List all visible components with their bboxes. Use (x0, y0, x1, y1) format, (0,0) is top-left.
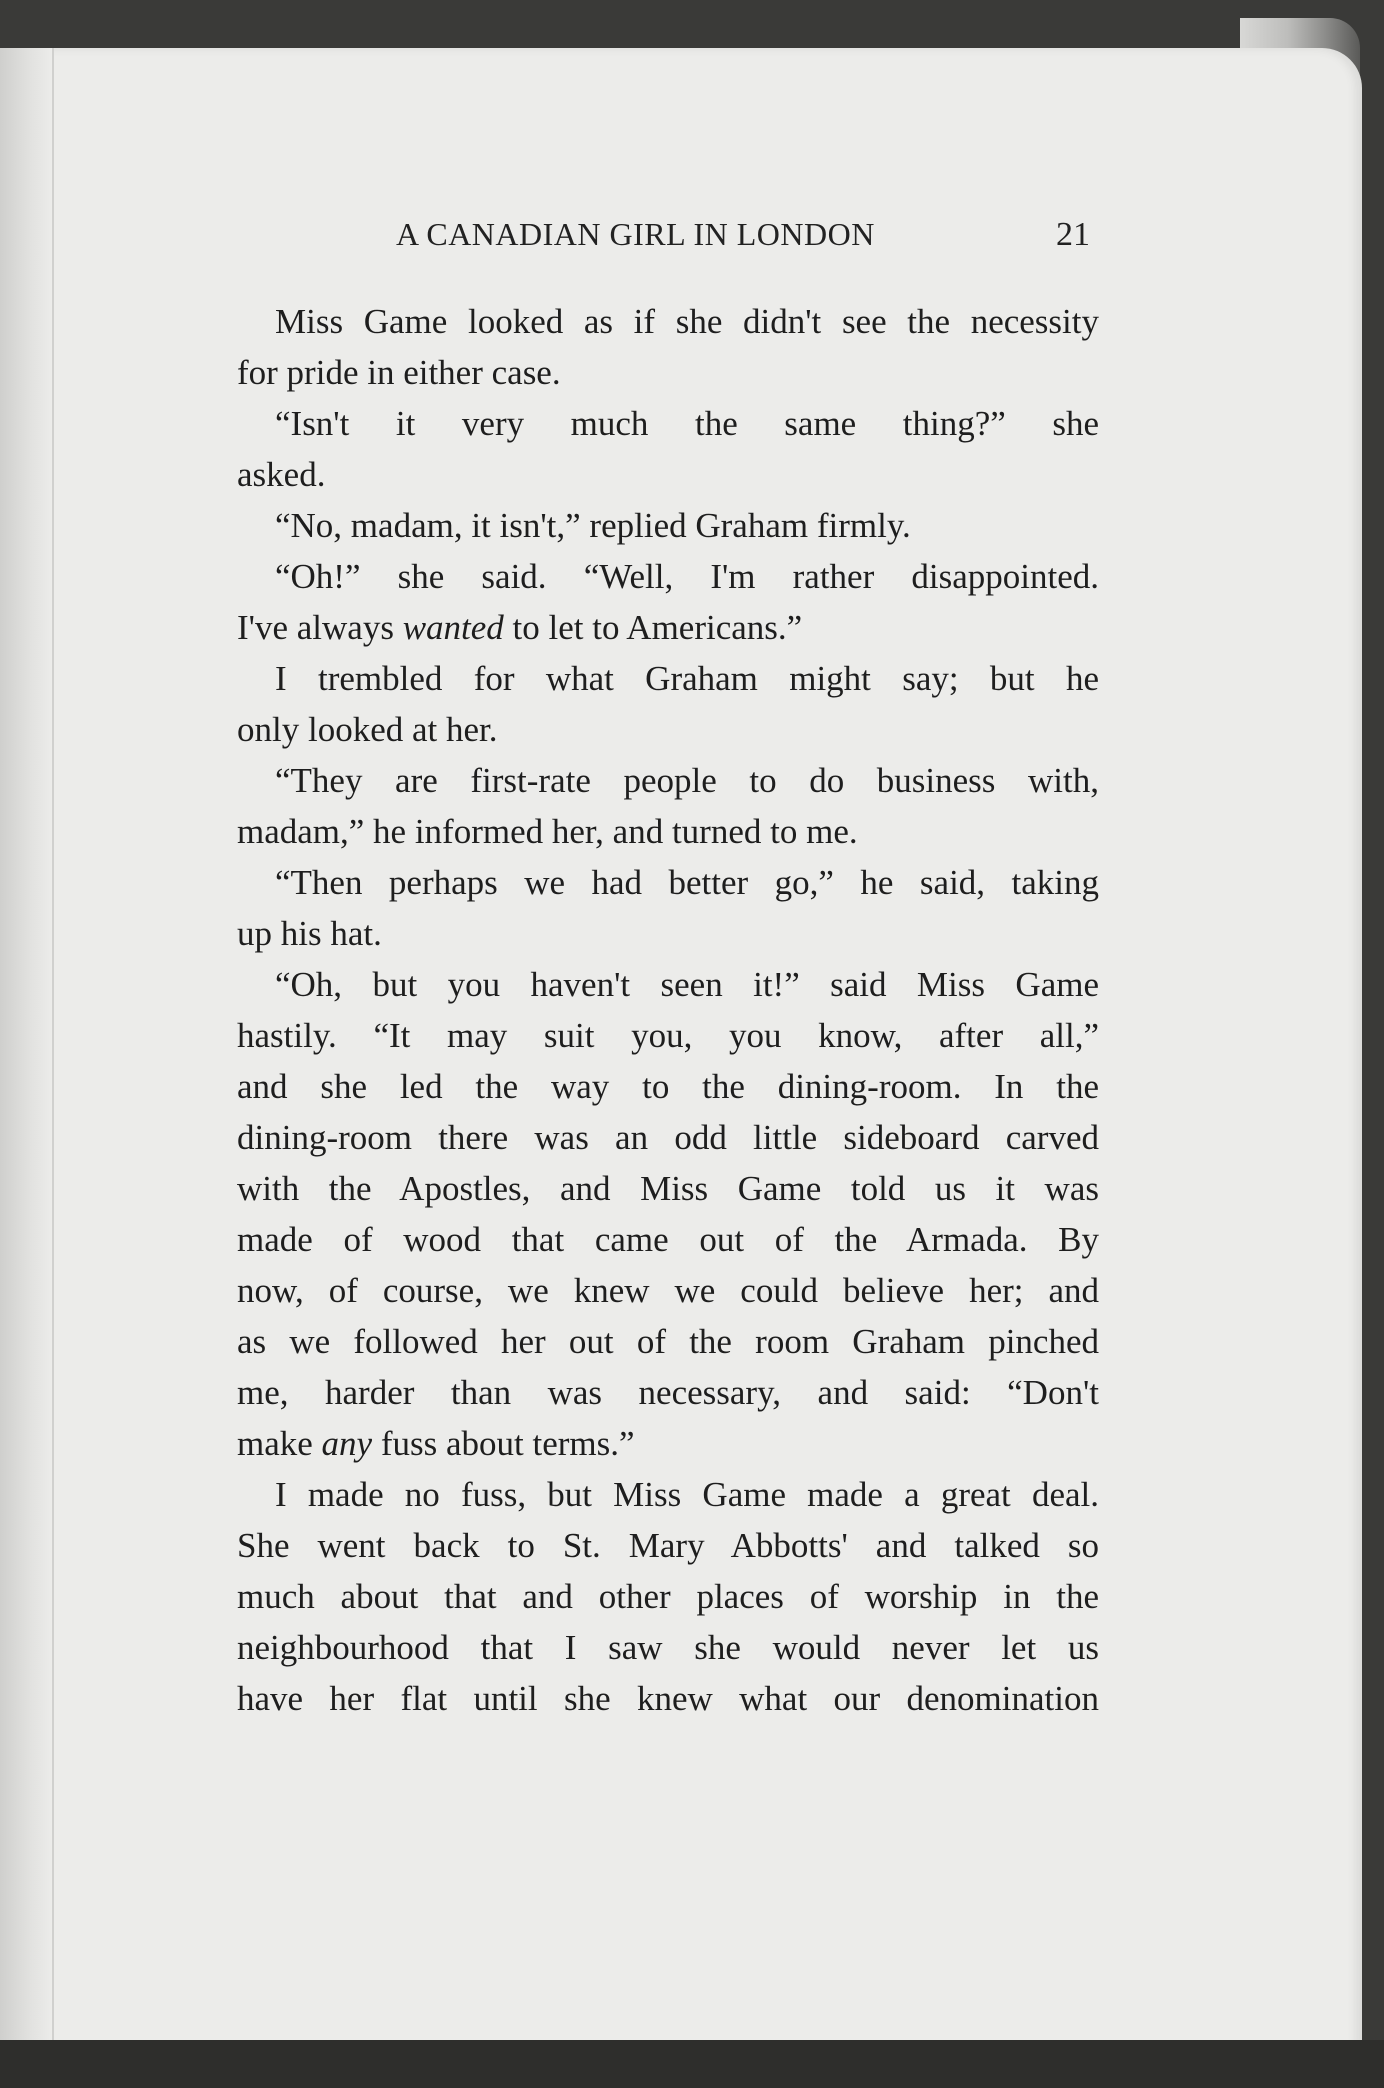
text-line: with the Apostles, and Miss Game told us it was (237, 1169, 1099, 1208)
background-shadow (0, 2040, 1384, 2088)
text-line: asked. (237, 455, 326, 494)
body-text (237, 296, 1099, 1724)
text-line: “Isn't it very much the same thing?” she (275, 404, 1099, 443)
text-line: “No, madam, it isn't,” replied Graham firmly. (275, 506, 911, 545)
text-line: madam,” he informed her, and turned to me. (237, 812, 858, 851)
text-segment: make (237, 1424, 322, 1463)
running-title: A CANADIAN GIRL IN LONDON (396, 216, 875, 252)
italic-word: wanted (402, 608, 504, 647)
text-line: I trembled for what Graham might say; but he (275, 659, 1099, 698)
text-line: made of wood that came out of the Armada. By (237, 1220, 1099, 1259)
text-line: up his hat. (237, 914, 382, 953)
italic-word: any (321, 1424, 373, 1463)
text-line: dining-room there was an odd little sideboard carved (237, 1118, 1099, 1157)
text-line: now, of course, we knew we could believe her; and (237, 1271, 1099, 1310)
text-line: She went back to St. Mary Abbotts' and talked so (237, 1526, 1099, 1565)
text-line: Miss Game looked as if she didn't see the necessity (275, 302, 1099, 341)
text-line: “They are first-rate people to do business with, (275, 761, 1099, 800)
text-line: neighbourhood that I saw she would never let us (237, 1628, 1099, 1667)
text-line: I made no fuss, but Miss Game made a great deal. (275, 1475, 1099, 1514)
text-line: and she led the way to the dining-room. In the (237, 1067, 1099, 1106)
text-line: as we followed her out of the room Graham pinched (237, 1322, 1099, 1361)
text-line: “Oh, but you haven't seen it!” said Miss Game (275, 965, 1099, 1004)
book-gutter (0, 48, 54, 2058)
text-segment: to let to Americans.” (503, 608, 803, 647)
text-line: for pride in either case. (237, 353, 561, 392)
text-line (237, 602, 1099, 653)
text-line: “Then perhaps we had better go,” he said, taking (275, 863, 1099, 902)
text-line (237, 1418, 1099, 1469)
text-line: “Oh!” she said. “Well, I'm rather disappointed. (275, 557, 1099, 596)
text-line: only looked at her. (237, 710, 498, 749)
page-number: 21 (1056, 216, 1090, 253)
text-segment: fuss about terms.” (372, 1424, 635, 1463)
text-line: me, harder than was necessary, and said: “Don't (237, 1373, 1099, 1412)
text-line: have her flat until she knew what our denomination (237, 1679, 1099, 1718)
text-segment: I've always (237, 608, 403, 647)
text-line: hastily. “It may suit you, you know, after all,” (237, 1016, 1099, 1055)
text-line: much about that and other places of worship in the (237, 1577, 1099, 1616)
